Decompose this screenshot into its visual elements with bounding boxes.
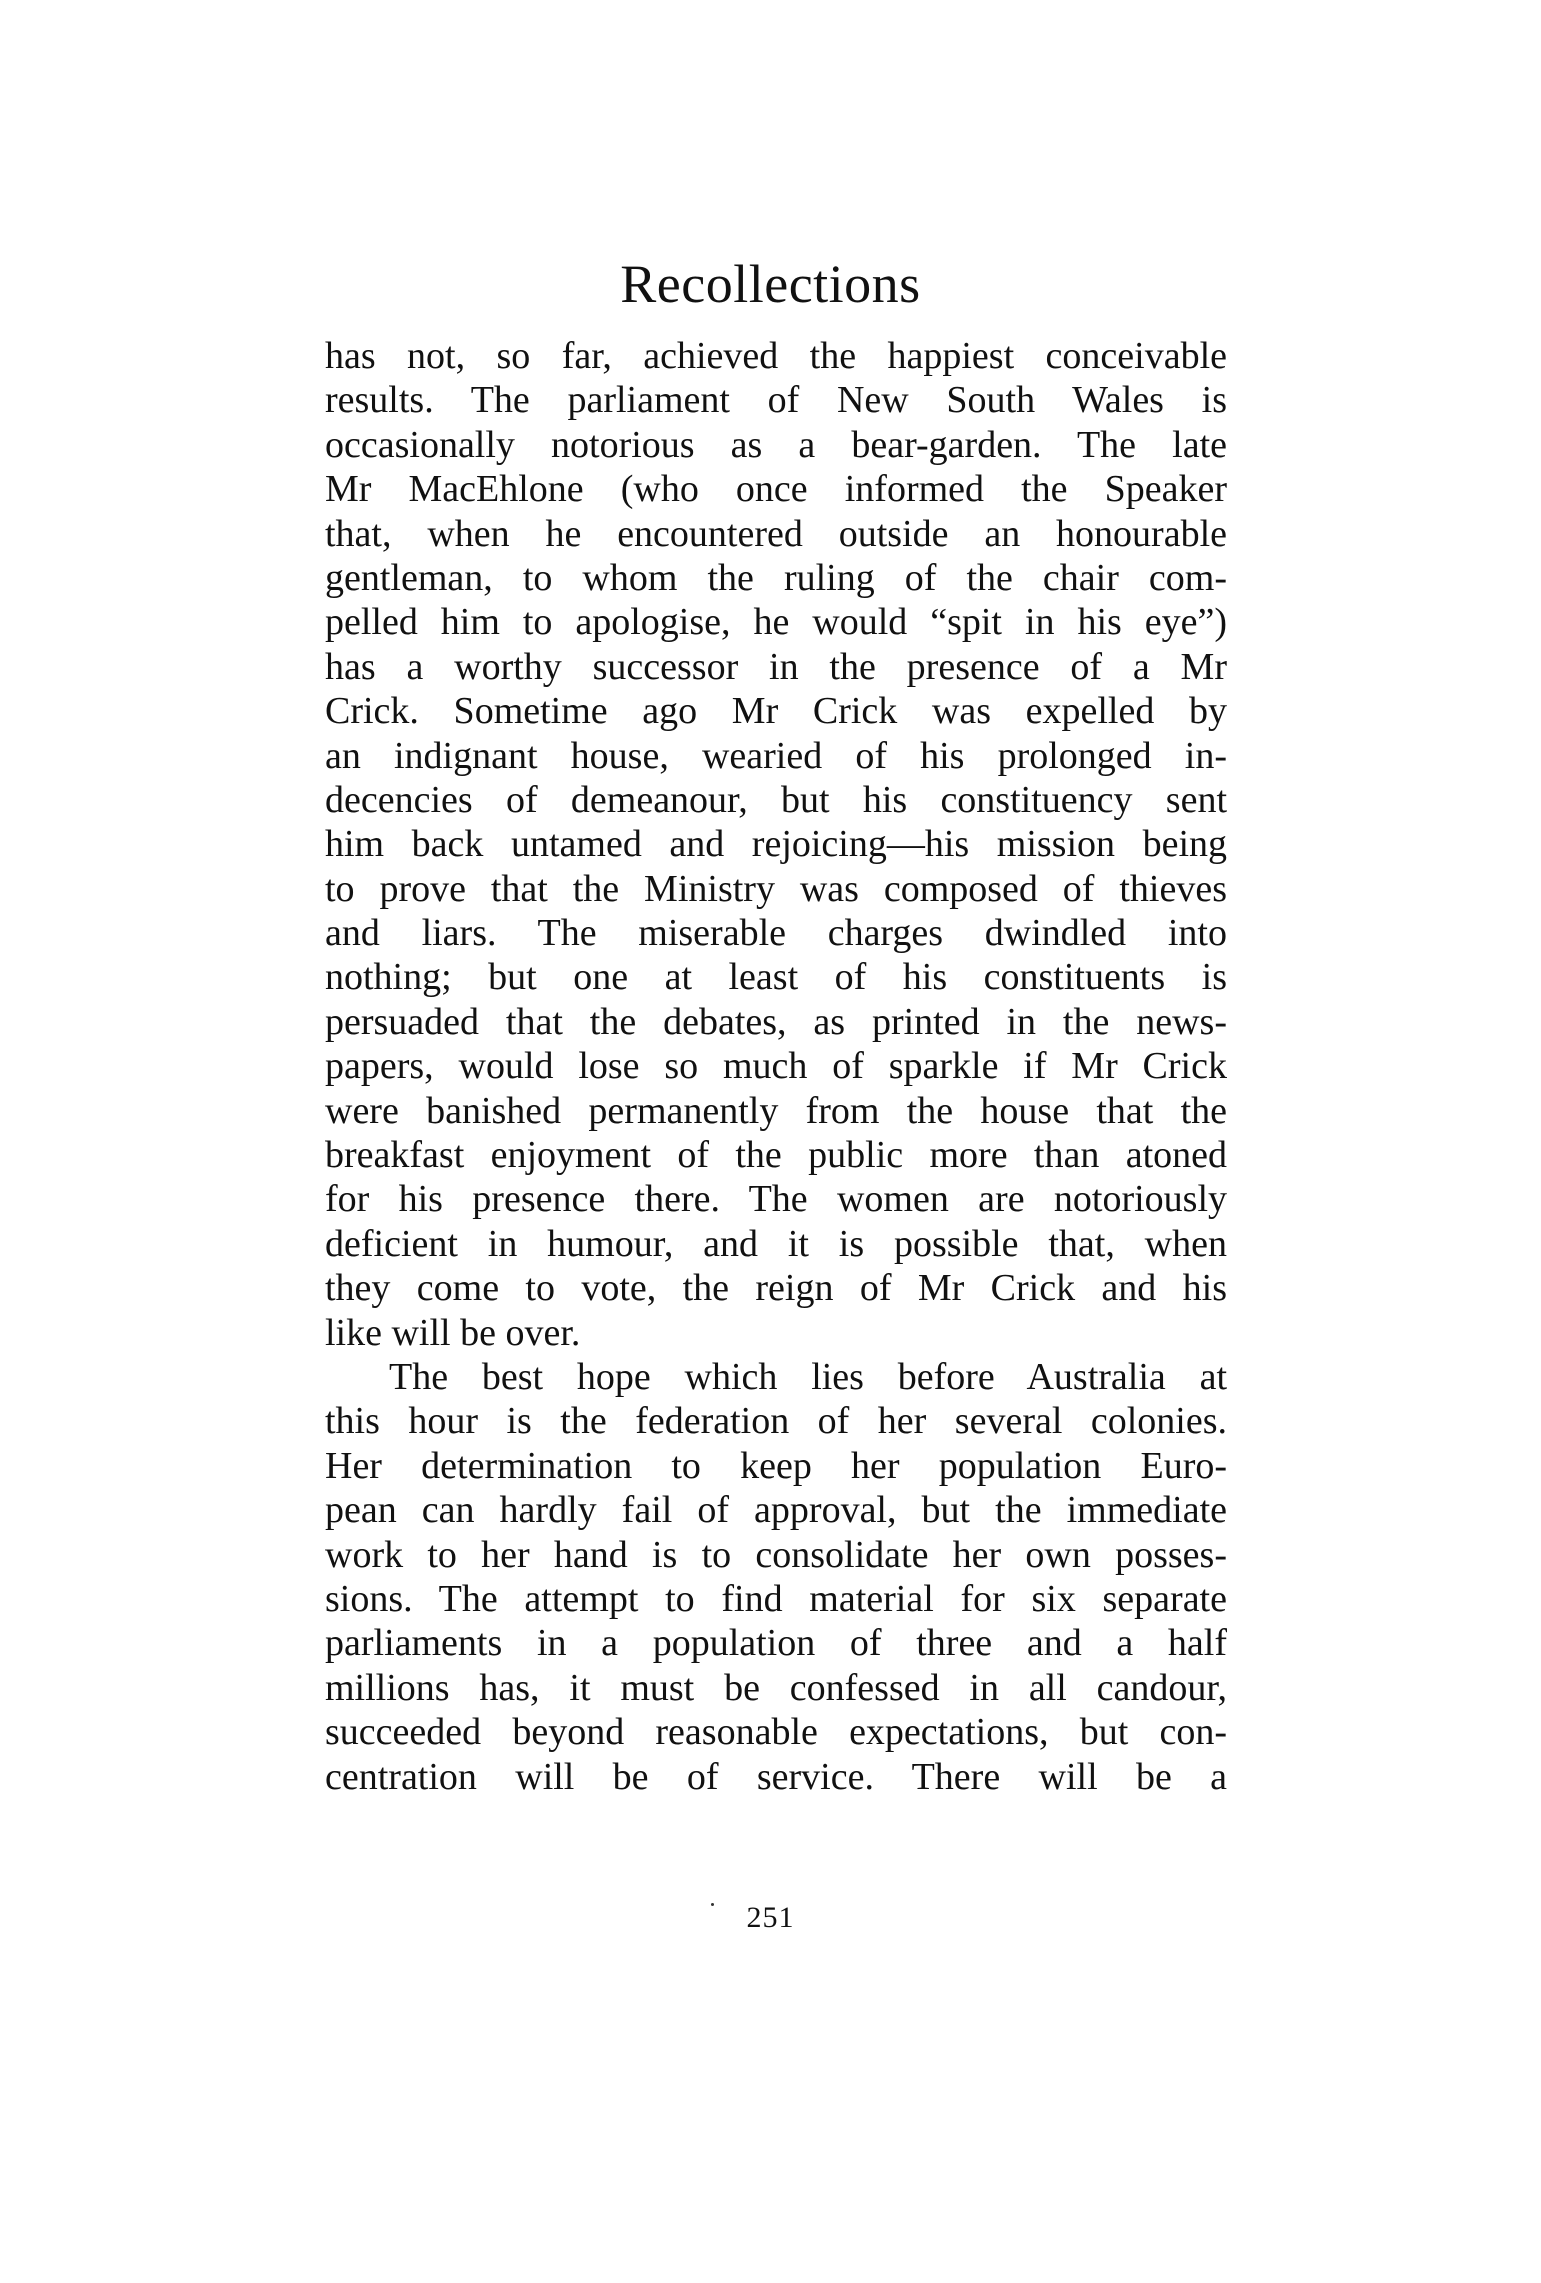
- text-line: gentleman, to whom the ruling of the chair com-: [325, 556, 1227, 599]
- text-line: occasionally notorious as a bear-garden. The late: [325, 423, 1227, 466]
- text-line: for his presence there. The women are notoriously: [325, 1178, 1227, 1221]
- text-line: pean can hardly fail of approval, but the immediate: [325, 1489, 1227, 1532]
- text-line: deficient in humour, and it is possible that, when: [325, 1222, 1227, 1265]
- text-line: parliaments in a population of three and a half: [325, 1622, 1227, 1665]
- text-line: The best hope which lies before Australia at: [389, 1355, 1227, 1398]
- text-line: papers, would lose so much of sparkle if Mr Crick: [325, 1045, 1227, 1088]
- text-line: sions. The attempt to find material for six separate: [325, 1577, 1227, 1620]
- text-line: decencies of demeanour, but his constituency sent: [325, 778, 1227, 821]
- text-line: an indignant house, wearied of his prolonged in-: [325, 734, 1227, 777]
- text-line: breakfast enjoyment of the public more than atoned: [325, 1134, 1227, 1177]
- running-head: Recollections: [620, 254, 921, 314]
- text-line: nothing; but one at least of his constituents is: [325, 956, 1227, 999]
- text-line: Her determination to keep her population Euro-: [325, 1444, 1227, 1487]
- paragraph: [325, 1355, 1227, 1799]
- text-line: that, when he encountered outside an honourable: [325, 512, 1227, 555]
- text-line: succeeded beyond reasonable expectations, but con-: [325, 1711, 1227, 1754]
- text-line: persuaded that the debates, as printed in the news-: [325, 1000, 1227, 1043]
- text-line: has not, so far, achieved the happiest conceivable: [325, 335, 1227, 377]
- text-line: Mr MacEhlone (who once informed the Speaker: [325, 468, 1227, 511]
- text-line: like will be over.: [325, 1311, 581, 1354]
- text-line: and liars. The miserable charges dwindled into: [325, 912, 1227, 955]
- body-text: [325, 334, 1227, 1799]
- text-line: pelled him to apologise, he would “spit in his eye”): [325, 601, 1227, 644]
- text-line: Crick. Sometime ago Mr Crick was expelled by: [325, 690, 1227, 733]
- text-line: this hour is the federation of her several colonies.: [325, 1400, 1227, 1443]
- text-line: centration will be of service. There will be a: [325, 1755, 1227, 1798]
- page-number: 251: [746, 1901, 795, 1934]
- text-line: work to her hand is to consolidate her own posses-: [325, 1533, 1227, 1576]
- paragraph: [325, 334, 1227, 1355]
- text-line: millions has, it must be confessed in all candour,: [325, 1666, 1227, 1709]
- text-line: him back untamed and rejoicing—his mission being: [325, 823, 1227, 866]
- text-line: has a worthy successor in the presence of a Mr: [325, 645, 1227, 688]
- text-line: results. The parliament of New South Wales is: [325, 379, 1227, 422]
- text-line: were banished permanently from the house that the: [325, 1089, 1227, 1132]
- text-line: they come to vote, the reign of Mr Crick and his: [325, 1267, 1227, 1310]
- text-line: to prove that the Ministry was composed of thieves: [325, 867, 1227, 910]
